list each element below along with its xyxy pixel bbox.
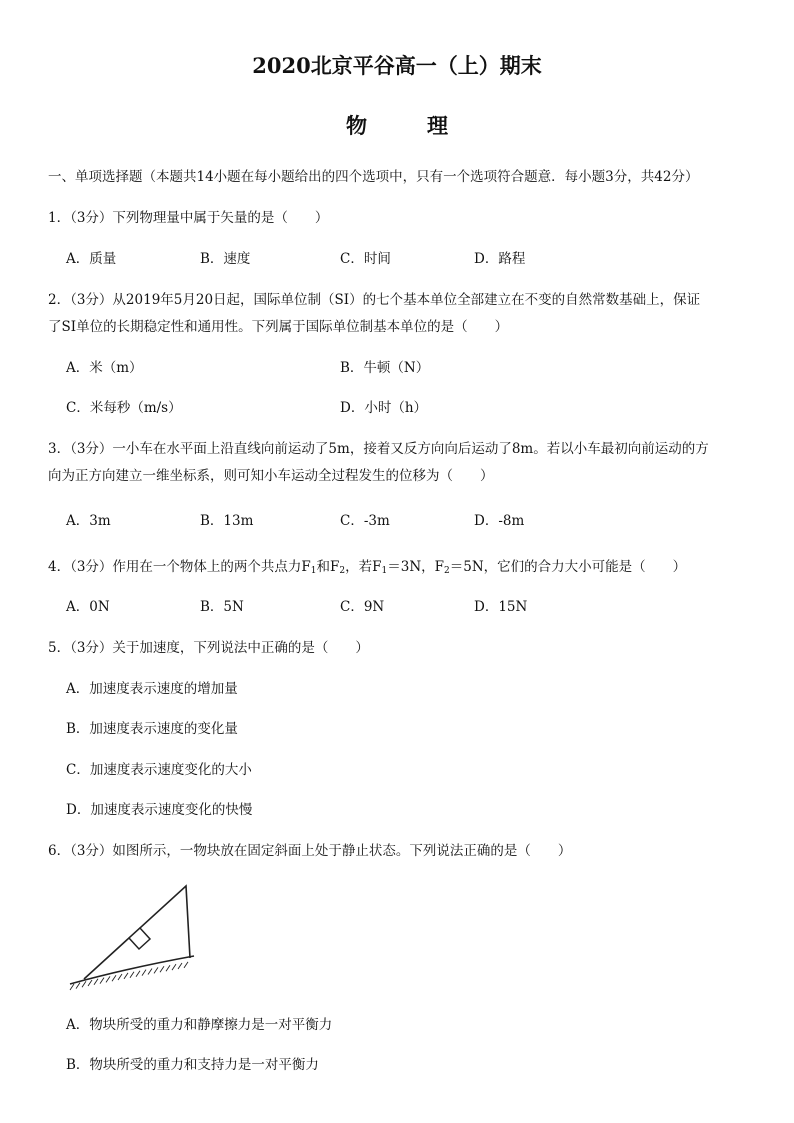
ground-surface: [70, 956, 194, 990]
question-5-option-c: C．加速度表示速度变化的大小: [66, 762, 252, 778]
subject-title: 物理: [346, 113, 508, 138]
question-6-option-a: A．物块所受的重力和静摩擦力是一对平衡力: [66, 1017, 333, 1033]
question-4-option-b: B．5N: [200, 599, 244, 615]
question-2-option-b: B．牛顿（N）: [340, 360, 430, 376]
question-5-option-d: D．加速度表示速度变化的快慢: [66, 802, 253, 818]
question-5-option-a: A．加速度表示速度的增加量: [66, 681, 238, 697]
question-1-option-a: A．质量: [66, 251, 117, 267]
question-2-stem-line-1: 2．（3分）从2019年5月20日起，国际单位制（SI）的七个基本单位全部建立在不变的自然常数基础上，保证: [48, 292, 701, 308]
question-2-option-c: C．米每秒（m/s）: [66, 400, 182, 416]
question-2-option-d: D．小时（h）: [340, 400, 428, 416]
question-3-option-c: C．-3m: [340, 513, 390, 529]
section-heading: 一、单项选择题（本题共14小题在每小题给出的四个选项中，只有一个选项符合题意．每小题3分，共42分）: [48, 169, 699, 185]
question-4-option-d: D．15N: [474, 599, 528, 615]
question-5-stem: 5．（3分）关于加速度，下列说法中正确的是（ ）: [48, 640, 369, 656]
question-1-stem: 1．（3分）下列物理量中属于矢量的是（ ）: [48, 210, 329, 226]
question-4-option-c: C．9N: [340, 599, 385, 615]
block: [129, 928, 150, 949]
question-3-stem-line-2: 向为正方向建立一维坐标系，则可知小车运动全过程发生的位移为（ ）: [48, 468, 494, 484]
question-6-stem: 6．（3分）如图所示，一物块放在固定斜面上处于静止状态。下列说法正确的是（ ）: [48, 843, 572, 859]
question-2-stem-line-2: 了SI单位的长期稳定性和通用性。下列属于国际单位制基本单位的是（ ）: [48, 319, 509, 335]
question-1-option-c: C．时间: [340, 251, 391, 267]
question-3-option-a: A．3m: [66, 513, 111, 529]
question-4-stem: 4．（3分）作用在一个物体上的两个共点力$F_1$和$F_2$，若$F_1=3N$，$F_2=5N$，它们的合力大小可能是（ ）: [48, 559, 687, 576]
question-1-option-b: B．速度: [200, 251, 251, 267]
question-6-option-b: B．物块所受的重力和支持力是一对平衡力: [66, 1057, 319, 1073]
question-3-stem-line-1: 3．（3分）一小车在水平面上沿直线向前运动了5m，接着又反方向向后运动了8m。若以小车最初向前运动的方: [48, 441, 709, 457]
question-3-option-d: D．-8m: [474, 513, 525, 529]
question-4-option-a: A．0N: [66, 599, 110, 615]
question-2-option-a: A．米（m）: [66, 360, 143, 376]
question-5-option-b: B．加速度表示速度的变化量: [66, 721, 238, 737]
incline-block-figure: [68, 880, 208, 992]
question-1-option-d: D．路程: [474, 251, 526, 267]
question-3-option-b: B．13m: [200, 513, 254, 529]
page-title: 2020北京平谷高一（上）期末: [252, 53, 542, 78]
